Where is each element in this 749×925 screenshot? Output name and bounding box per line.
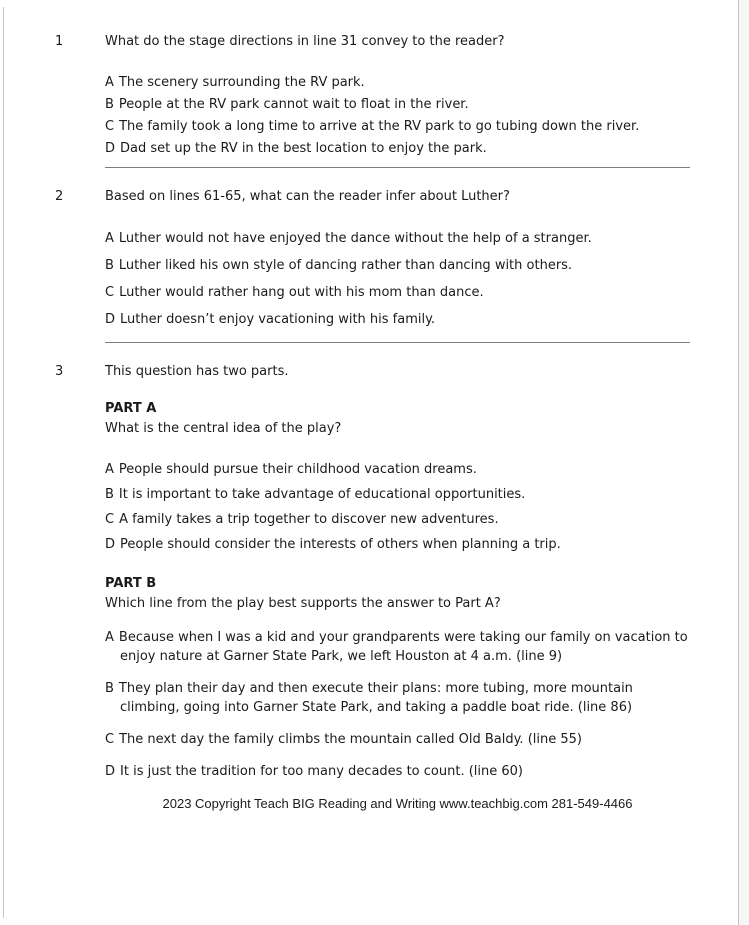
option-text: Luther doesn’t enjoy vacationing with his family.: [120, 312, 436, 327]
option-text: The scenery surrounding the RV park.: [118, 75, 365, 90]
options-list-part-b: [105, 628, 690, 781]
answer-option-d: [105, 535, 690, 555]
option-letter: D: [105, 764, 116, 779]
option-text: It is important to take advantage of educational opportunities.: [118, 487, 526, 502]
answer-option-d: [105, 139, 690, 159]
answer-option-a: [105, 460, 690, 480]
answer-option-a: [105, 229, 690, 249]
option-text: A family takes a trip together to discover new adventures.: [119, 512, 499, 527]
answer-option-b: [105, 679, 690, 717]
question-body: [105, 32, 690, 168]
option-text: The family took a long time to arrive at the RV park to go tubing down the river.: [119, 119, 640, 134]
option-text: People should consider the interests of others when planning a trip.: [120, 537, 561, 552]
option-text: Luther liked his own style of dancing rather than dancing with others.: [118, 258, 573, 273]
option-letter: D: [105, 537, 116, 552]
option-letter: A: [105, 462, 114, 477]
option-letter: C: [105, 732, 115, 747]
question-number: 3: [55, 364, 64, 379]
right-gutter: [738, 0, 749, 925]
question-body: [105, 362, 690, 827]
option-letter: B: [105, 258, 114, 273]
option-letter: A: [105, 75, 114, 90]
answer-option-c: [105, 510, 690, 530]
answer-option-a: [105, 628, 690, 666]
part-a-prompt: What is the central idea of the play?: [105, 421, 342, 436]
option-letter: D: [105, 312, 116, 327]
part-b-heading: PART B: [105, 576, 157, 591]
answer-option-a: [105, 73, 690, 93]
answer-option-c: [105, 117, 690, 137]
option-text: It is just the tradition for too many decades to count. (line 60): [120, 764, 523, 779]
option-text: They plan their day and then execute their plans: more tubing, more mountain climbing, going into Garner State Park, and taking a paddle boat ride. (line 86): [118, 681, 633, 715]
options-list-part-a: [105, 460, 690, 555]
option-text: People should pursue their childhood vacation dreams.: [118, 462, 477, 477]
question-prompt: What do the stage directions in line 31 convey to the reader?: [105, 34, 505, 49]
copyright-footer: 2023 Copyright Teach BIG Reading and Writing www.teachbig.com 281-549-4466: [162, 796, 633, 811]
option-text: The next day the family climbs the mountain called Old Baldy. (line 55): [119, 732, 582, 747]
option-letter: D: [105, 141, 116, 156]
question-3: [55, 362, 738, 827]
option-text: Dad set up the RV in the best location to enjoy the park.: [120, 141, 487, 156]
option-letter: C: [105, 119, 115, 134]
option-letter: B: [105, 487, 114, 502]
answer-option-b: [105, 256, 690, 276]
answer-option-c: [105, 730, 690, 749]
option-letter: A: [105, 630, 114, 645]
answer-option-b: [105, 485, 690, 505]
option-letter: A: [105, 231, 114, 246]
part-b-prompt: Which line from the play best supports the answer to Part A?: [105, 596, 501, 611]
answer-option-b: [105, 95, 690, 115]
option-letter: B: [105, 97, 114, 112]
options-list: [105, 229, 690, 330]
question-body: [105, 187, 690, 343]
option-text: Luther would not have enjoyed the dance without the help of a stranger.: [118, 231, 592, 246]
question-prompt: This question has two parts.: [105, 364, 289, 379]
question-divider: [105, 342, 690, 343]
answer-option-c: [105, 283, 690, 303]
option-letter: B: [105, 681, 114, 696]
option-text: Luther would rather hang out with his mom than dance.: [119, 285, 484, 300]
option-letter: C: [105, 285, 115, 300]
answer-option-d: [105, 762, 690, 781]
question-2: [55, 187, 738, 343]
part-a-heading: PART A: [105, 401, 157, 416]
answer-option-d: [105, 310, 690, 330]
question-1: [55, 32, 738, 168]
options-list: [105, 73, 690, 159]
question-number: 2: [55, 189, 64, 204]
option-letter: C: [105, 512, 115, 527]
question-prompt: Based on lines 61-65, what can the reader infer about Luther?: [105, 189, 510, 204]
question-divider: [105, 167, 690, 168]
option-text: Because when I was a kid and your grandparents were taking our family on vacation to enjoy nature at Garner State Park, we left Houston at 4 a.m. (line 9): [118, 630, 688, 664]
option-text: People at the RV park cannot wait to float in the river.: [118, 97, 469, 112]
question-number: 1: [55, 34, 64, 49]
